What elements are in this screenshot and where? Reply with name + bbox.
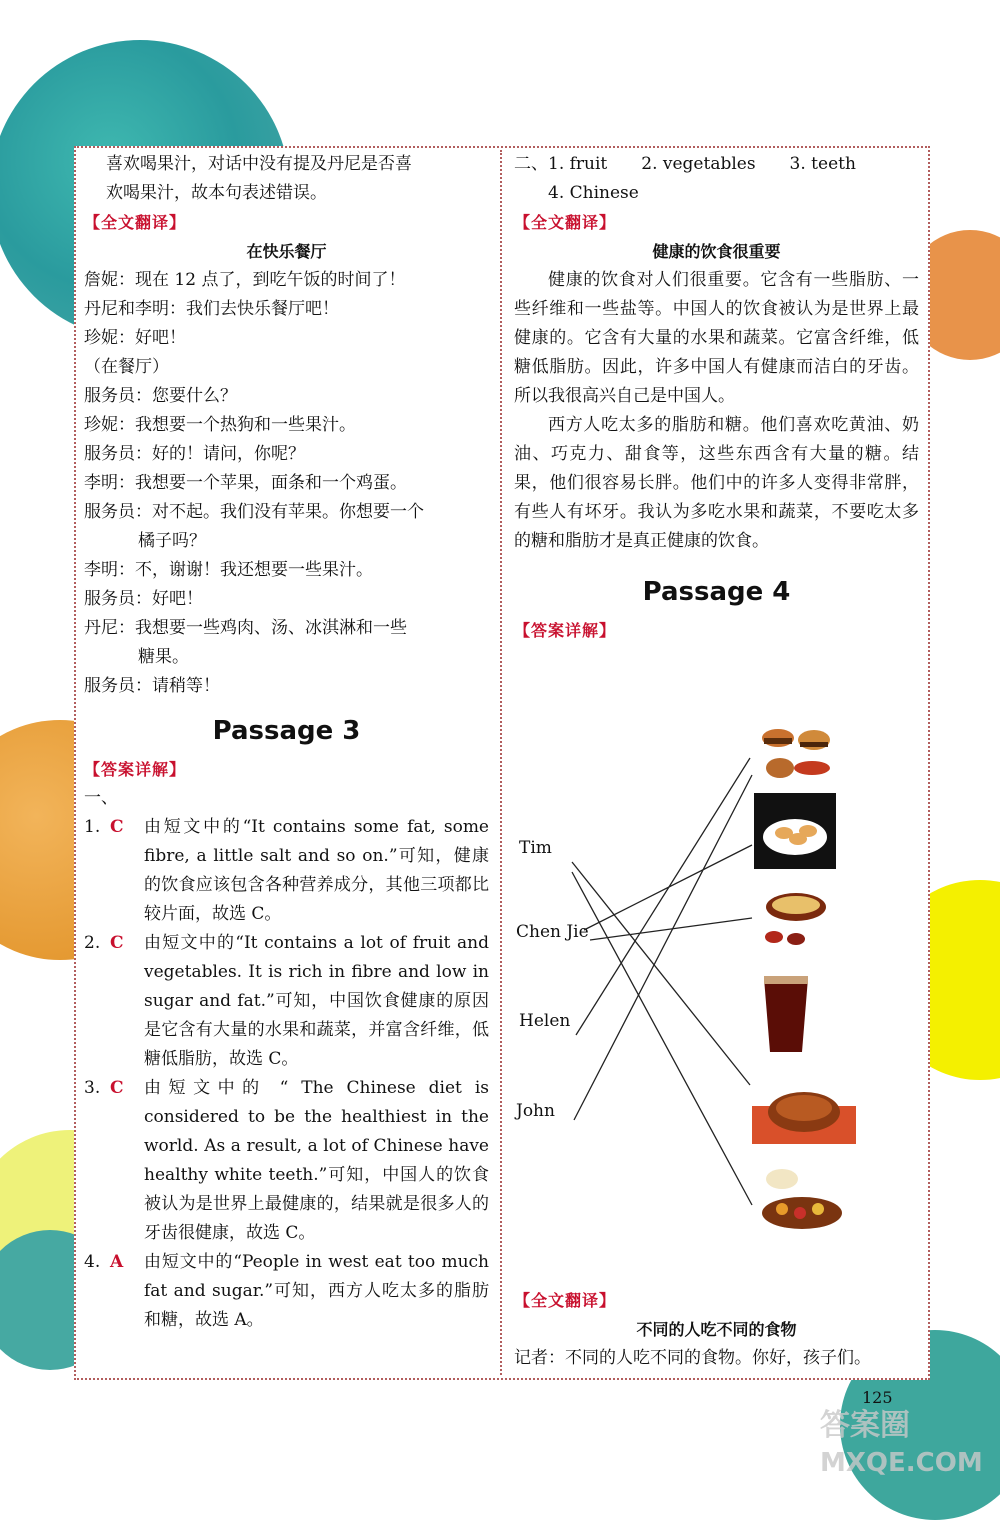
dialogue-line: 詹妮：现在 12 点了，到吃午饭的时间了！: [84, 270, 406, 290]
dialogue-line: 丹尼和李明：我们去快乐餐厅吧！: [84, 299, 339, 319]
cola-icon: [760, 972, 812, 1058]
translation-tag: 【全文翻译】: [84, 213, 187, 232]
answer-letter: C: [110, 933, 124, 953]
dialogue-title: 不同的人吃不同的食物: [636, 1320, 797, 1339]
watermark-url: MXQE.COM: [820, 1448, 983, 1478]
article-paragraph: 健康的饮食对人们很重要。它含有一些脂肪、一些纤维和一些盐等。中国人的饮食被认为是世界上最健康的。它含有大量的水果和蔬菜。它富含纤维，低糖低脂肪。因此，许多中国人有健康而洁白的牙齿。所以我很高兴自己是中国人。: [514, 270, 919, 406]
answer-text: 由短文中的“It contains some fat, some fibre, a little salt and so on.”可知，健康的饮食应该包含各种营养成分，其他三项都比较片面，故选 C。: [144, 817, 489, 924]
dialogue-line: 服务员：您要什么？: [84, 386, 237, 406]
page-number: 125: [862, 1388, 893, 1407]
dialogue-line: 服务员：对不起。我们没有苹果。你想要一个: [84, 502, 424, 522]
fruit-dessert-icon: [752, 1163, 850, 1235]
match-line: [572, 862, 750, 1085]
dialogue-line: 珍妮：我想要一个热狗和一些果汁。: [84, 415, 356, 435]
section-label: 一、: [84, 788, 118, 808]
dialogue-line: （在餐厅）: [84, 357, 169, 377]
watermark-logo: 答案圈: [820, 1408, 910, 1443]
section-two-answers: 4. Chinese: [548, 183, 639, 203]
dialogue-line: 服务员：好的！请问，你呢？: [84, 444, 305, 464]
dialogue-line: 李明：我想要一个苹果，面条和一个鸡蛋。: [84, 473, 407, 493]
match-line: [574, 775, 752, 1120]
dumplings-icon: [754, 793, 836, 869]
answer-tag: 【答案详解】: [84, 760, 187, 779]
answer-tag: 【答案详解】: [514, 621, 617, 640]
dialogue-line: 糖果。: [138, 647, 189, 667]
dialogue-line: 橘子吗？: [138, 531, 206, 551]
roast-chicken-icon: [752, 1078, 856, 1144]
section-two-answers: 二、1. fruit 2. vegetables 3. teeth: [514, 154, 856, 174]
answer-letter: C: [110, 1078, 124, 1098]
answer-text: 由短文中的 “ The Chinese diet is considered to be the healthiest in the world. As a result, a lot of Chinese have healthy white teeth.”可知，中国人的饮食被认为是世界上最健康的，结果就是很多人的牙齿很健康，故选 C。: [144, 1078, 489, 1243]
article-title: 健康的饮食很重要: [652, 242, 781, 261]
dialogue-line: 丹尼：我想要一些鸡肉、汤、冰淇淋和一些: [84, 618, 407, 638]
dialogue-line: 记者：不同的人吃不同的食物。你好，孩子们。: [514, 1348, 871, 1368]
text-line: 欢喝果汁，故本句表述错误。: [106, 183, 327, 203]
answer-number: 3.: [84, 1078, 101, 1098]
dialogue-line: 李明：不，谢谢！我还想要一些果汁。: [84, 560, 373, 580]
match-line: [590, 918, 752, 940]
translation-tag: 【全文翻译】: [514, 213, 617, 232]
name-tim: Tim: [519, 838, 552, 858]
text-line: 喜欢喝果汁，对话中没有提及丹尼是否喜: [106, 154, 412, 174]
passage-4-title: Passage 4: [642, 577, 791, 607]
dialogue-line: 服务员：请稍等！: [84, 676, 220, 696]
name-john: John: [516, 1101, 555, 1121]
translation-tag: 【全文翻译】: [514, 1291, 617, 1310]
article-paragraph: 西方人吃太多的脂肪和糖。他们喜欢吃黄油、奶油、巧克力、甜食等，这些东西含有大量的糖。结果，他们很容易长胖。他们中的许多人变得非常胖，有些人有坏牙。我认为多吃水果和蔬菜，不要吃太多的糖和脂肪才是真正健康的饮食。: [514, 415, 919, 551]
dialogue-line: 珍妮：好吧！: [84, 328, 186, 348]
answer-letter: A: [110, 1252, 124, 1272]
answer-number: 1.: [84, 817, 101, 837]
match-line: [576, 758, 750, 1035]
bottom-right-text: [514, 1286, 919, 1373]
fast-food-icon: [758, 722, 838, 784]
dialogue-line: 服务员：好吧！: [84, 589, 203, 609]
name-chen-jie: Chen Jie: [516, 922, 589, 942]
answer-number: 4.: [84, 1252, 101, 1272]
answer-text: 由短文中的“It contains a lot of fruit and vegetables. It is rich in fibre and low in sugar and fat.”可知，中国饮食健康的原因是它含有大量的水果和蔬菜，并富含纤维，低糖低脂肪，故选 C。: [144, 933, 489, 1069]
passage-3-title: Passage 3: [212, 716, 361, 746]
answer-text: 由短文中的“People in west eat too much fat and sugar.”可知，西方人吃太多的脂肪和糖，故选 A。: [144, 1252, 489, 1330]
name-helen: Helen: [519, 1011, 571, 1031]
answer-number: 2.: [84, 933, 101, 953]
answer-letter: C: [110, 817, 124, 837]
dialogue-title: 在快乐餐厅: [246, 242, 327, 261]
noodles-icon: [760, 885, 832, 947]
